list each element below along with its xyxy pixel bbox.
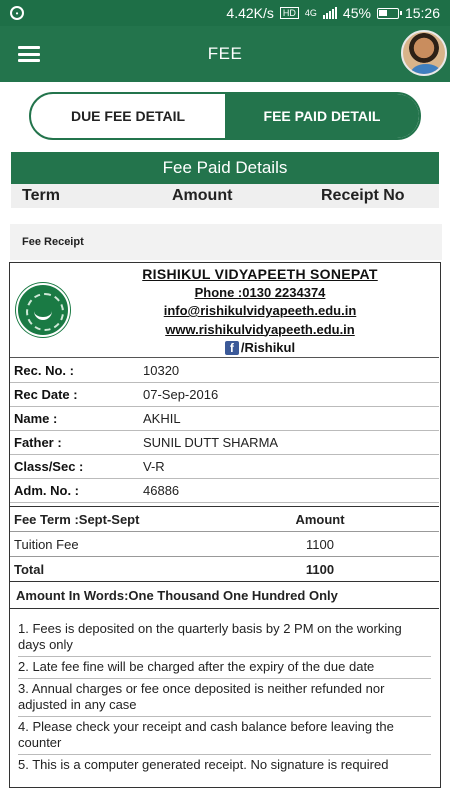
tab-due-fee-detail[interactable]: DUE FEE DETAIL (70, 108, 186, 124)
receipt-info (10, 359, 439, 503)
info-value: 46886 (143, 483, 180, 498)
fee-amount-header: Amount (295, 511, 345, 527)
info-row (10, 431, 439, 455)
school-name: RISHIKUL VIDYAPEETH SONEPAT (142, 266, 378, 282)
info-row (10, 479, 439, 503)
page-title: FEE (207, 44, 243, 63)
info-value: AKHIL (143, 411, 181, 426)
facebook-handle: /Rishikul (240, 340, 296, 355)
school-details (90, 265, 430, 358)
info-label: Rec Date : (14, 387, 78, 402)
battery-icon (377, 8, 399, 19)
note-item: 3. Annual charges or fee once deposited is neither refunded nor adjusted in any case (18, 679, 431, 717)
info-value: 10320 (143, 363, 180, 378)
receipt-notes (10, 613, 439, 776)
info-label: Rec. No. : (14, 363, 74, 378)
fee-receipt (9, 262, 441, 788)
fee-header-row (10, 507, 439, 532)
network-type: 4G (304, 8, 317, 18)
column-amount: Amount (172, 187, 233, 204)
note-item: 4. Please check your receipt and cash balance before leaving the counter (18, 717, 431, 755)
info-label: Father : (14, 435, 62, 450)
clock: 15:26 (404, 5, 440, 21)
info-row (10, 455, 439, 479)
amount-in-words: Amount In Words:One Thousand One Hundred Only (10, 583, 439, 609)
school-facebook[interactable] (90, 339, 430, 358)
notification-icon: • (10, 6, 24, 20)
hd-icon: HD (280, 7, 299, 19)
fee-term-label: Fee Term :Sept-Sept (14, 511, 140, 527)
facebook-icon: f (225, 341, 239, 355)
status-bar (0, 0, 450, 26)
info-value: V-R (143, 459, 165, 474)
fee-total-row (10, 557, 439, 582)
signal-icon (323, 7, 337, 19)
total-value: 1100 (305, 561, 335, 577)
column-term: Term (22, 187, 60, 204)
school-website[interactable]: www.rishikulvidyapeeth.edu.in (165, 321, 355, 337)
info-label: Adm. No. : (14, 483, 79, 498)
status-right (226, 5, 440, 21)
column-receipt-no: Receipt No (321, 187, 405, 204)
info-row (10, 407, 439, 431)
battery-percent: 45% (342, 5, 371, 21)
app-bar (0, 26, 450, 82)
note-item: 2. Late fee fine will be charged after the expiry of the due date (18, 657, 431, 679)
total-label: Total (14, 561, 45, 577)
info-label: Class/Sec : (14, 459, 84, 474)
info-value: 07-Sep-2016 (143, 387, 219, 402)
network-speed: 4.42K/s (226, 5, 274, 21)
school-header (10, 263, 439, 358)
school-email[interactable]: info@rishikulvidyapeeth.edu.in (163, 303, 357, 318)
tab-fee-paid-detail[interactable]: FEE PAID DETAIL (225, 94, 419, 138)
fee-tabs (29, 92, 421, 140)
fee-paid-details-header: Fee Paid Details (11, 152, 439, 184)
fee-value: 1100 (306, 536, 334, 552)
avatar[interactable] (401, 30, 447, 76)
fee-receipt-title: Fee Receipt (10, 224, 442, 260)
fee-paid-columns (11, 184, 439, 208)
info-row (10, 383, 439, 407)
fee-breakdown (10, 506, 439, 582)
fee-row (10, 532, 439, 557)
note-item: 1. Fees is deposited on the quarterly basis by 2 PM on the working days only (18, 619, 431, 657)
fee-label: Tuition Fee (14, 536, 79, 552)
school-phone[interactable]: Phone :0130 2234374 (194, 284, 326, 300)
school-logo-icon (16, 283, 70, 337)
note-item: 5. This is a computer generated receipt. No signature is required (18, 757, 389, 772)
info-label: Name : (14, 411, 58, 426)
info-value: SUNIL DUTT SHARMA (143, 435, 279, 450)
info-row (10, 359, 439, 383)
